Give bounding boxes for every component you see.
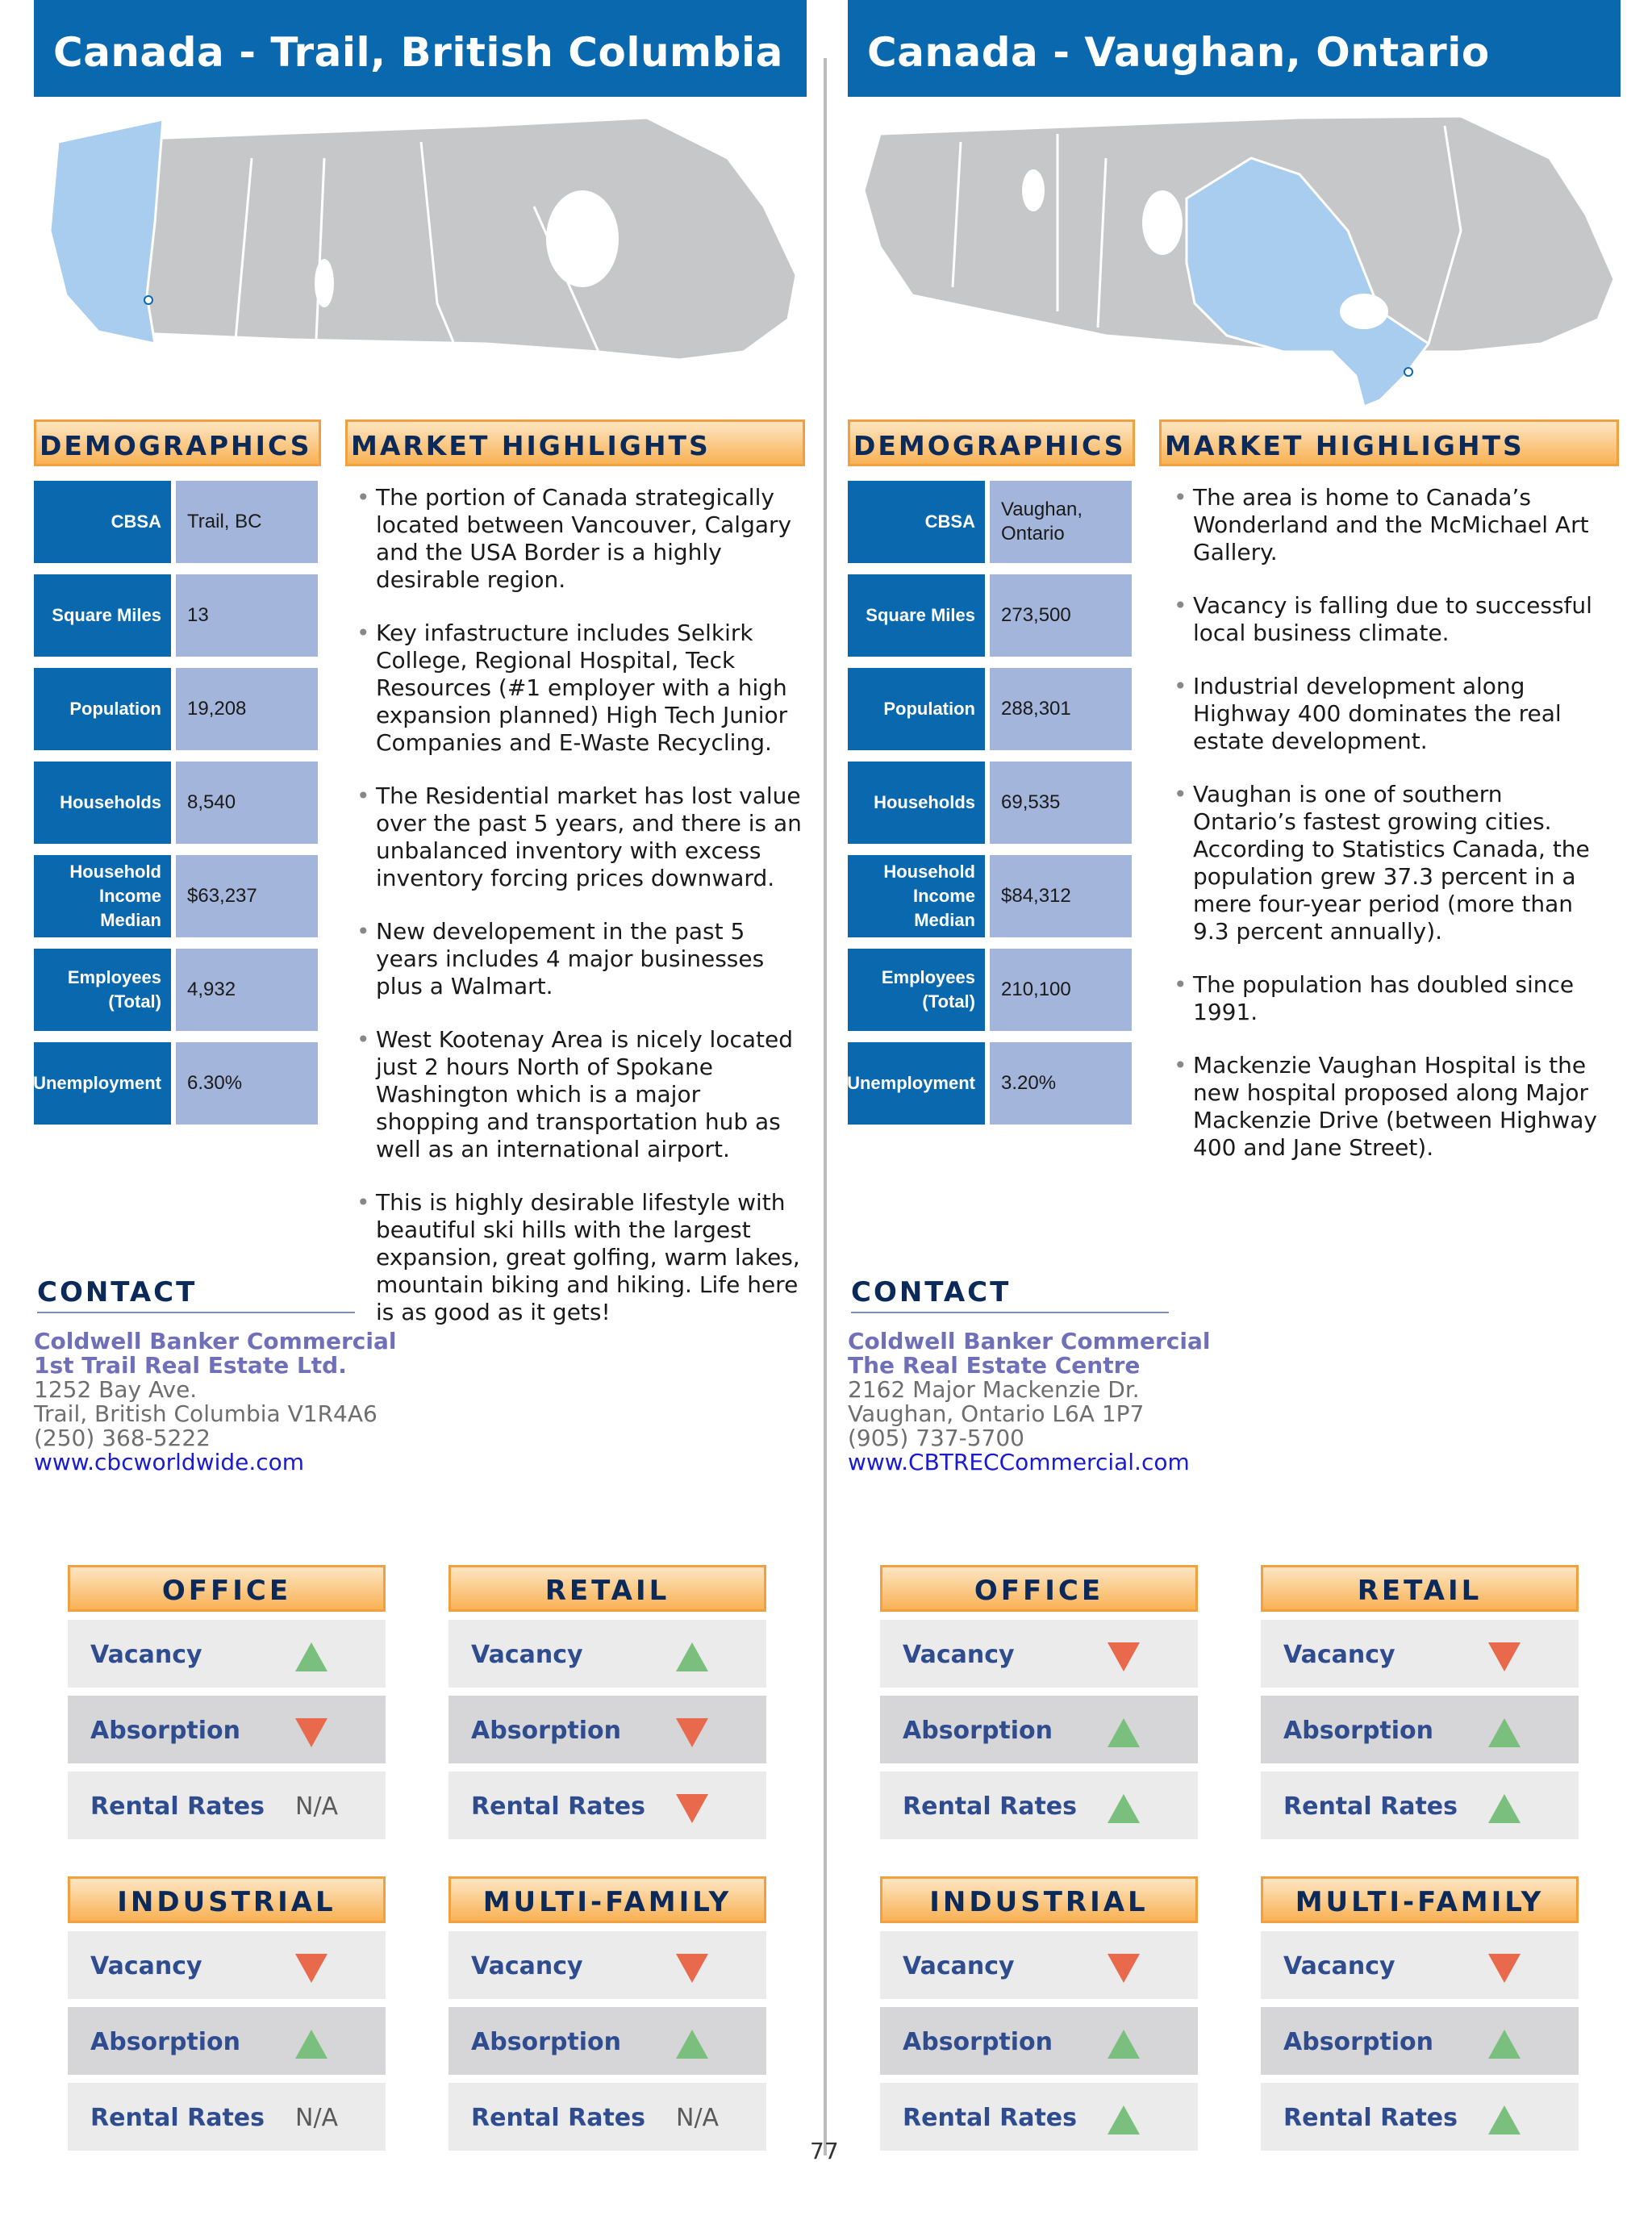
demo-label: CBSA — [848, 481, 985, 563]
demo-row-cbsa — [34, 481, 323, 563]
demo-label: Households — [34, 762, 171, 844]
column-trail — [34, 0, 807, 2178]
canada-map-bc-highlight — [34, 110, 807, 416]
contact-firm: Coldwell Banker Commercial — [34, 1328, 397, 1354]
trend-panel-header: MULTI-FAMILY — [448, 1876, 766, 1923]
demo-row-income — [34, 855, 323, 937]
trend-label: Vacancy — [903, 1641, 1015, 1669]
arrow-up-icon — [1108, 2030, 1143, 2062]
demo-row-square-miles — [848, 574, 1137, 657]
trend-row-rental-rates — [448, 1771, 766, 1839]
arrow-down-icon — [676, 1954, 711, 1986]
trend-label: Vacancy — [903, 1952, 1015, 1980]
trend-row-rental-rates — [68, 1771, 386, 1839]
trend-row-absorption — [880, 1696, 1198, 1763]
market-highlights-list — [1174, 484, 1609, 1187]
demo-value: 13 — [176, 574, 318, 657]
trend-panel-office — [68, 1565, 386, 1839]
demo-label: Square Miles — [34, 574, 171, 657]
demo-value: Trail, BC — [176, 481, 318, 563]
demo-row-income — [848, 855, 1137, 937]
highlight-item: • West Kootenay Area is nicely located just 2 hours North of Spokane Washington which is a major shopping and transportation hub as well as an international airport. — [357, 1026, 808, 1163]
contact-address: 1252 Bay Ave. — [34, 1376, 198, 1403]
trend-panel-header: RETAIL — [448, 1565, 766, 1612]
trend-panel-retail — [1261, 1565, 1579, 1839]
market-highlights-header: MARKET HIGHLIGHTS — [1159, 419, 1619, 466]
arrow-down-icon — [1488, 1954, 1524, 1986]
demo-label: Employees (Total) — [34, 949, 171, 1031]
highlight-item: • The area is home to Canada’s Wonderland and the McMichael Art Gallery. — [1174, 484, 1609, 566]
page-title: Canada - Trail, British Columbia — [53, 29, 783, 76]
demo-row-cbsa — [848, 481, 1137, 563]
trend-label: Rental Rates — [903, 1792, 1078, 1821]
market-highlights-list — [357, 484, 808, 1352]
demo-value: 4,932 — [176, 949, 318, 1031]
demo-label: Unemployment — [34, 1042, 171, 1125]
trend-panel-office — [880, 1565, 1198, 1839]
demo-label: Household Income Median — [848, 855, 985, 937]
trend-label: Absorption — [90, 2028, 241, 2056]
demo-label: CBSA — [34, 481, 171, 563]
trend-panel-header: OFFICE — [68, 1565, 386, 1612]
trend-row-vacancy — [448, 1931, 766, 1999]
trend-label: Absorption — [90, 1717, 241, 1745]
arrow-down-icon — [295, 1954, 331, 1986]
trend-label: Vacancy — [1283, 1641, 1395, 1669]
demo-label: Square Miles — [848, 574, 985, 657]
arrow-up-icon — [1488, 1794, 1524, 1826]
trend-row-absorption — [880, 2007, 1198, 2075]
column-divider — [824, 58, 827, 2155]
trend-label: Rental Rates — [471, 2104, 646, 2132]
arrow-up-icon — [676, 1642, 711, 1675]
contact-office: The Real Estate Centre — [848, 1352, 1141, 1379]
demo-value: 6.30% — [176, 1042, 318, 1125]
contact-block — [34, 1329, 396, 1475]
trend-row-vacancy — [880, 1931, 1198, 1999]
trend-row-absorption — [1261, 2007, 1579, 2075]
contact-website-link[interactable]: www.CBTRECCommercial.com — [848, 1449, 1190, 1475]
trend-panel-header: MULTI-FAMILY — [1261, 1876, 1579, 1923]
title-bar — [848, 0, 1621, 97]
trend-label: Vacancy — [90, 1641, 202, 1669]
demographics-table — [848, 481, 1137, 1136]
page-number: 77 — [810, 2138, 839, 2164]
demographics-table — [34, 481, 323, 1136]
trend-row-rental-rates — [68, 2083, 386, 2151]
trend-panel-industrial — [880, 1876, 1198, 2151]
trend-label: Rental Rates — [90, 2104, 265, 2132]
highlight-item: • This is highly desirable lifestyle with beautiful ski hills with the largest expansion, great golfing, warm lakes, mountain biking and hiking. Life here is as good as it gets! — [357, 1189, 808, 1326]
highlight-item: • Vacancy is falling due to successful local business climate. — [1174, 592, 1609, 647]
highlight-item: • Industrial development along Highway 400 dominates the real estate development. — [1174, 673, 1609, 755]
trend-row-vacancy — [68, 1620, 386, 1688]
contact-city: Vaughan, Ontario L6A 1P7 — [848, 1400, 1145, 1427]
demo-value: $84,312 — [990, 855, 1132, 937]
demo-label: Households — [848, 762, 985, 844]
trend-label: Absorption — [1283, 2028, 1434, 2056]
page-title: Canada - Vaughan, Ontario — [867, 29, 1490, 76]
trend-label: Vacancy — [471, 1952, 583, 1980]
arrow-down-icon — [1108, 1954, 1143, 1986]
demo-label: Unemployment — [848, 1042, 985, 1125]
demo-value: 69,535 — [990, 762, 1132, 844]
demo-row-square-miles — [34, 574, 323, 657]
trend-label: Absorption — [903, 2028, 1053, 2056]
arrow-up-icon — [676, 2030, 711, 2062]
highlight-item: • The population has doubled since 1991. — [1174, 971, 1609, 1026]
trend-row-rental-rates — [1261, 1771, 1579, 1839]
demo-value: 19,208 — [176, 668, 318, 750]
trend-row-rental-rates — [1261, 2083, 1579, 2151]
trend-na-text: N/A — [295, 2104, 339, 2132]
arrow-up-icon — [1488, 2105, 1524, 2138]
trend-row-rental-rates — [448, 2083, 766, 2151]
highlight-item: • Mackenzie Vaughan Hospital is the new hospital proposed along Major Mackenzie Drive (between Highway 400 and Jane Street). — [1174, 1052, 1609, 1162]
demo-row-population — [848, 668, 1137, 750]
trend-label: Absorption — [471, 1717, 622, 1745]
trend-label: Vacancy — [90, 1952, 202, 1980]
trend-label: Absorption — [471, 2028, 622, 2056]
demo-row-population — [34, 668, 323, 750]
demo-label: Employees (Total) — [848, 949, 985, 1031]
trend-na-text: N/A — [676, 2104, 720, 2132]
trend-label: Rental Rates — [90, 1792, 265, 1821]
title-bar — [34, 0, 807, 97]
arrow-up-icon — [295, 2030, 331, 2062]
highlight-item: • The portion of Canada strategically located between Vancouver, Calgary and the USA Border is a highly desirable region. — [357, 484, 808, 594]
arrow-up-icon — [1488, 2030, 1524, 2062]
trend-label: Rental Rates — [471, 1792, 646, 1821]
arrow-down-icon — [676, 1718, 711, 1751]
contact-header: CONTACT — [37, 1276, 355, 1313]
trend-row-absorption — [68, 2007, 386, 2075]
demo-row-households — [848, 762, 1137, 844]
trend-label: Vacancy — [471, 1641, 583, 1669]
trend-na-text: N/A — [295, 1792, 339, 1821]
trend-row-absorption — [68, 1696, 386, 1763]
highlight-item: • Key infastructure includes Selkirk College, Regional Hospital, Teck Resources (#1 employer with a high expansion planned) High Tech Junior Companies and E-Waste Recycling. — [357, 620, 808, 757]
trend-panel-retail — [448, 1565, 766, 1839]
demo-value: $63,237 — [176, 855, 318, 937]
highlight-item: • New developement in the past 5 years includes 4 major businesses plus a Walmart. — [357, 918, 808, 1000]
arrow-down-icon — [295, 1718, 331, 1751]
contact-phone: (905) 737-5700 — [848, 1425, 1024, 1451]
trend-label: Rental Rates — [1283, 2104, 1458, 2132]
trend-row-rental-rates — [880, 1771, 1198, 1839]
demo-value: 8,540 — [176, 762, 318, 844]
arrow-up-icon — [1108, 1718, 1143, 1751]
demo-row-employees — [34, 949, 323, 1031]
arrow-down-icon — [1488, 1642, 1524, 1675]
trend-row-vacancy — [68, 1931, 386, 1999]
trend-row-absorption — [448, 1696, 766, 1763]
demo-row-households — [34, 762, 323, 844]
demo-row-unemployment — [34, 1042, 323, 1125]
demo-label: Population — [848, 668, 985, 750]
trend-panel-multi-family — [1261, 1876, 1579, 2151]
contact-block — [848, 1329, 1210, 1475]
demo-value: 210,100 — [990, 949, 1132, 1031]
demo-value: 3.20% — [990, 1042, 1132, 1125]
contact-address: 2162 Major Mackenzie Dr. — [848, 1376, 1140, 1403]
market-highlights-header: MARKET HIGHLIGHTS — [345, 419, 805, 466]
demo-label: Household Income Median — [34, 855, 171, 937]
trend-label: Absorption — [903, 1717, 1053, 1745]
trend-row-vacancy — [1261, 1931, 1579, 1999]
trend-label: Vacancy — [1283, 1952, 1395, 1980]
contact-office: 1st Trail Real Estate Ltd. — [34, 1352, 347, 1379]
trend-label: Rental Rates — [1283, 1792, 1458, 1821]
trend-row-absorption — [1261, 1696, 1579, 1763]
trend-panel-header: INDUSTRIAL — [68, 1876, 386, 1923]
demo-value: Vaughan, Ontario — [990, 481, 1132, 563]
contact-website-link[interactable]: www.cbcworldwide.com — [34, 1449, 305, 1475]
arrow-up-icon — [295, 1642, 331, 1675]
trend-panel-header: RETAIL — [1261, 1565, 1579, 1612]
trend-panel-multi-family — [448, 1876, 766, 2151]
highlight-item: • Vaughan is one of southern Ontario’s fastest growing cities. According to Statistics Canada, the population grew 37.3 percent in a mere four-year period (more than 9.3 percent annually). — [1174, 781, 1609, 945]
column-vaughan — [848, 0, 1621, 2178]
trend-panel-header: INDUSTRIAL — [880, 1876, 1198, 1923]
trend-panel-header: OFFICE — [880, 1565, 1198, 1612]
contact-firm: Coldwell Banker Commercial — [848, 1328, 1211, 1354]
trend-row-rental-rates — [880, 2083, 1198, 2151]
arrow-up-icon — [1108, 2105, 1143, 2138]
canada-map-ontario-highlight — [848, 110, 1621, 416]
demo-row-unemployment — [848, 1042, 1137, 1125]
trend-label: Rental Rates — [903, 2104, 1078, 2132]
trend-row-vacancy — [1261, 1620, 1579, 1688]
arrow-up-icon — [1108, 1794, 1143, 1826]
demo-row-employees — [848, 949, 1137, 1031]
trend-row-vacancy — [448, 1620, 766, 1688]
trend-row-vacancy — [880, 1620, 1198, 1688]
demographics-header: DEMOGRAPHICS — [34, 419, 321, 466]
arrow-up-icon — [1488, 1718, 1524, 1751]
trend-label: Absorption — [1283, 1717, 1434, 1745]
demographics-header: DEMOGRAPHICS — [848, 419, 1135, 466]
arrow-down-icon — [676, 1794, 711, 1826]
arrow-down-icon — [1108, 1642, 1143, 1675]
contact-phone: (250) 368-5222 — [34, 1425, 211, 1451]
demo-value: 288,301 — [990, 668, 1132, 750]
contact-city: Trail, British Columbia V1R4A6 — [34, 1400, 378, 1427]
contact-header: CONTACT — [851, 1276, 1169, 1313]
trend-panel-industrial — [68, 1876, 386, 2151]
demo-label: Population — [34, 668, 171, 750]
trend-row-absorption — [448, 2007, 766, 2075]
demo-value: 273,500 — [990, 574, 1132, 657]
highlight-item: • The Residential market has lost value over the past 5 years, and there is an unbalanced inventory with excess inventory forcing prices downward. — [357, 782, 808, 892]
